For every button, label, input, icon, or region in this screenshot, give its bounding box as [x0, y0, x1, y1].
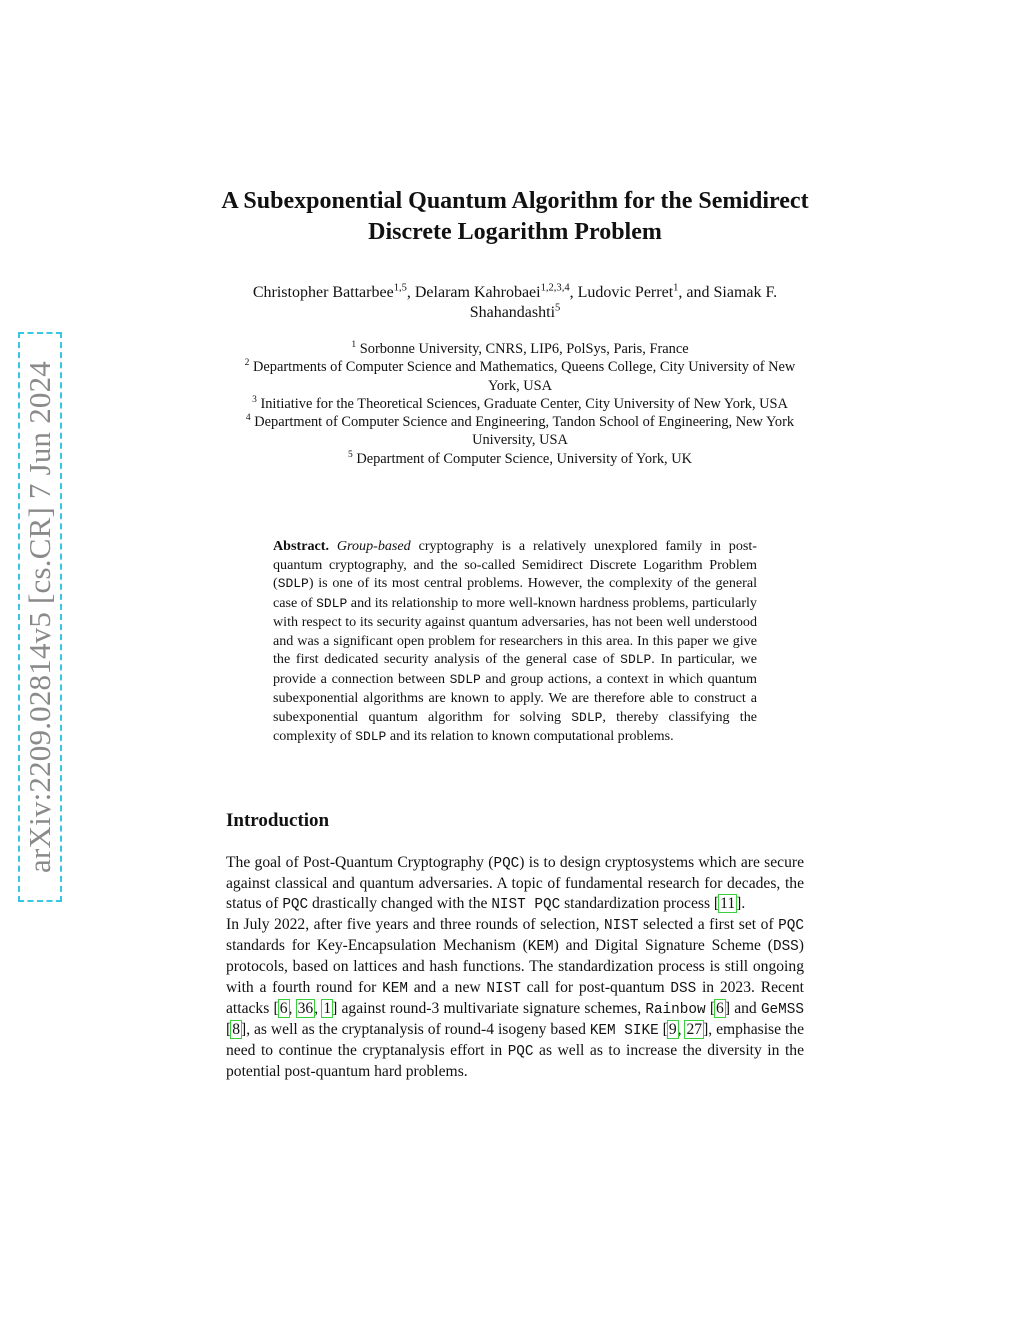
acronym: NIST: [604, 918, 639, 935]
acronym: SDLP: [277, 576, 309, 591]
text-run: call for post-quantum: [520, 978, 671, 996]
citation-link[interactable]: 1: [323, 999, 332, 1017]
text-run: [: [226, 1020, 232, 1038]
affiliation-item: [235, 340, 805, 358]
affiliation-list: [235, 340, 805, 468]
text-run: ) and Digital Signature Scheme (: [553, 937, 773, 955]
affiliation-number: 3: [252, 395, 257, 406]
section-heading-introduction: Introduction: [226, 810, 330, 831]
text-run: as well as to increase the diversity in the potential post-quantum hard problems.: [226, 1041, 804, 1080]
text-run: ,: [314, 999, 323, 1017]
text-run: . In particular, we provide a connection between: [273, 651, 757, 687]
text-run: ) protocols, based on lattices and hash functions. The standardization process is still ongoing with a fourth round for: [226, 937, 804, 996]
affiliation-text: Department of Computer Science, University of York, UK: [356, 450, 693, 467]
text-run: ] and: [724, 999, 761, 1017]
arxiv-identifier: arXiv:2209.02814v5 [cs.CR] 7 Jun 2024: [22, 361, 57, 873]
author-name: Christopher Battarbee: [252, 284, 394, 301]
acronym: KEM SIKE: [589, 1022, 659, 1039]
author-affiliation-marker: 5: [555, 302, 561, 314]
author-affiliation-marker: 1: [673, 282, 679, 294]
acronym: SDLP: [620, 652, 652, 667]
text-run: and a new: [407, 978, 487, 996]
text-run: and group actions, a context in which quantum subexponential algorithms are known to apply. We are therefore able to construct a subexponential quantum algorithm for solving: [273, 670, 758, 725]
acronym: SDLP: [571, 709, 603, 725]
text-run: ], as well as the cryptanalysis of round-4 isogeny based: [241, 1020, 590, 1038]
author-separator: ,: [569, 284, 578, 301]
introduction-body: [226, 853, 804, 1082]
emphasis-text: Group-based: [336, 538, 411, 554]
citation-link[interactable]: 9: [668, 1020, 677, 1038]
author-name: Delaram Kahrobaei: [414, 284, 541, 301]
abstract-label: Abstract.: [273, 538, 329, 554]
text-run: , thereby classifying the complexity of: [273, 708, 757, 744]
acronym: NIST PQC: [491, 897, 561, 914]
author-separator: , and: [678, 284, 714, 301]
citation-link[interactable]: 36: [297, 999, 314, 1017]
acronym: GeMSS: [760, 1001, 804, 1018]
acronym: SDLP: [449, 671, 481, 687]
text-run: ) is to design cryptosystems which are secure against classical and quantum adversaries. A topic of fundamental research for decades, the status of: [226, 854, 804, 913]
affiliation-text: Department of Computer Science and Engineering, Tandon School of Engineering, New York University, USA: [254, 414, 795, 449]
affiliation-number: 5: [347, 449, 353, 460]
text-run: [: [705, 999, 716, 1017]
acronym: Rainbow: [645, 1001, 706, 1018]
acronym: PQC: [493, 856, 520, 872]
acronym: DSS: [772, 939, 799, 956]
affiliation-item: [235, 395, 805, 413]
text-run: ,: [677, 1020, 686, 1038]
text-run: [: [658, 1020, 668, 1038]
text-run: ] against round-3 multivariate signature schemes,: [332, 999, 646, 1017]
acronym: SDLP: [355, 729, 387, 744]
abstract: [273, 537, 757, 747]
acronym: KEM: [527, 939, 554, 956]
affiliation-text: Initiative for the Theoretical Sciences, Graduate Center, City University of New York, USA: [260, 395, 788, 412]
acronym: PQC: [778, 918, 804, 935]
text-run: cryptography is a relatively unexplored family in post-quantum cryptography, and the so-called Semidirect Discrete Logarithm Problem (: [273, 538, 757, 591]
acronym: PQC: [282, 897, 309, 914]
affiliation-text: Departments of Computer Science and Mathematics, Queens College, City University of New York, USA: [253, 359, 796, 394]
paragraph: [226, 915, 804, 1082]
affiliation-text: Sorbonne University, CNRS, LIP6, PolSys, Paris, France: [359, 341, 689, 357]
author-name: Siamak F. Shahandashti: [469, 284, 778, 321]
affiliation-number: 1: [351, 340, 357, 351]
text-run: The goal of Post-Quantum Cryptography (: [226, 854, 494, 871]
text-run: and its relationship to more well-known hardness problems, particularly with respect to its security against quantum adversaries, has not been well understood and was a significant open problem for researchers in this area. In this paper we give the first dedicated security analysis of the general case of: [273, 594, 757, 667]
text-run: and its relation to known computational problems.: [386, 728, 674, 744]
text-run: In July 2022, after five years and three rounds of selection,: [226, 916, 604, 934]
author-separator: ,: [406, 284, 415, 301]
affiliation-item: [235, 413, 805, 450]
affiliation-item: [235, 358, 805, 395]
text-run: ) is one of its most central problems. However, the complexity of the general case of: [273, 575, 757, 611]
citation-link[interactable]: 6: [279, 999, 288, 1017]
affiliation-item: [235, 450, 805, 468]
author-affiliation-marker: 1,2,3,4: [540, 282, 570, 294]
citation-link[interactable]: 11: [720, 895, 736, 913]
author-list: [230, 283, 800, 323]
author-name: Ludovic Perret: [577, 284, 674, 301]
text-run: ].: [736, 895, 746, 913]
citation-link[interactable]: 27: [686, 1020, 703, 1038]
acronym: KEM: [382, 980, 408, 997]
author-affiliation-marker: 1,5: [393, 282, 407, 294]
acronym: NIST: [486, 980, 521, 997]
text-run: ,: [288, 999, 297, 1017]
text-run: standardization process [: [560, 895, 720, 913]
text-run: drastically changed with the: [308, 895, 492, 913]
citation-link[interactable]: 8: [232, 1020, 240, 1038]
text-run: selected a first set of: [638, 916, 779, 934]
text-run: ], emphasise the need to continue the cryptanalysis effort in: [226, 1020, 805, 1059]
acronym: PQC: [507, 1043, 534, 1060]
text-run: standards for Key-Encapsulation Mechanism (: [226, 937, 528, 955]
arxiv-side-stamp[interactable]: [18, 332, 62, 902]
acronym: SDLP: [316, 595, 348, 611]
affiliation-number: 2: [244, 358, 250, 369]
paper-title: A Subexponential Quantum Algorithm for the Semidirect Discrete Logarithm Problem: [221, 188, 809, 245]
text-run: in 2023. Recent attacks [: [226, 978, 804, 1017]
paragraph: [226, 853, 804, 915]
affiliation-number: 4: [245, 413, 251, 424]
citation-link[interactable]: 6: [716, 999, 724, 1017]
acronym: DSS: [670, 980, 697, 997]
